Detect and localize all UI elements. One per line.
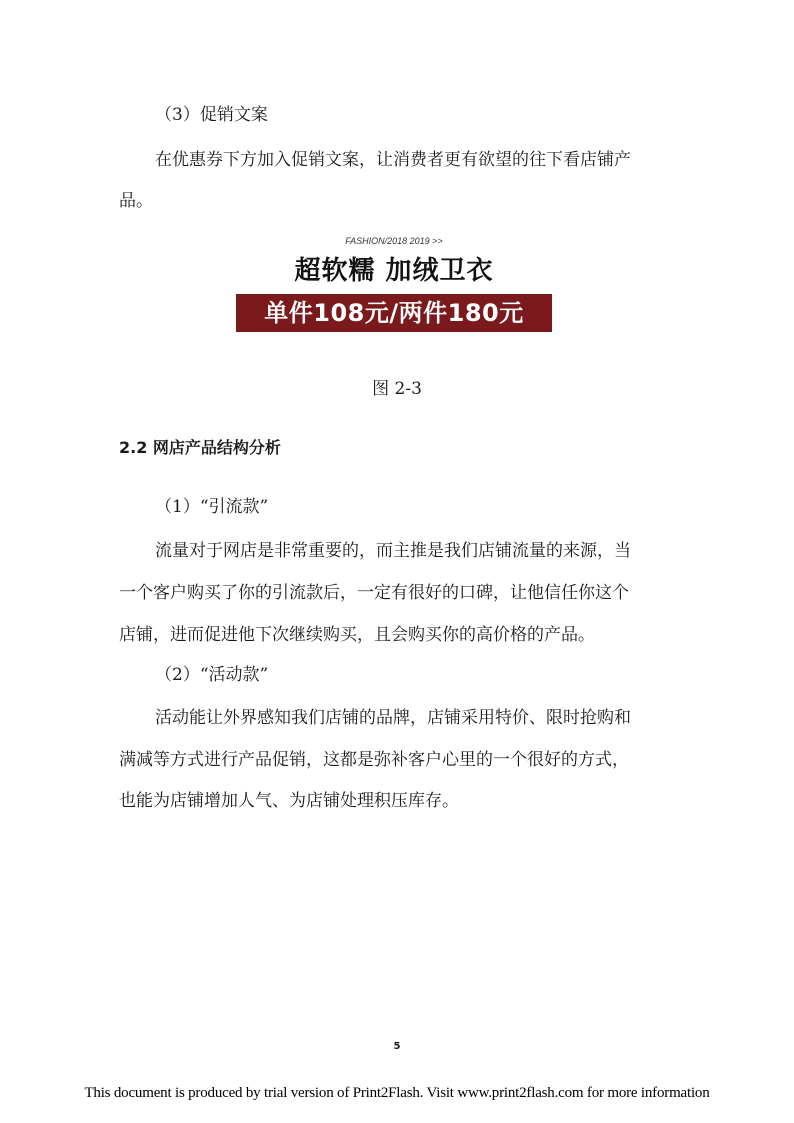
paragraph-line: 一个客户购买了你的引流款后，一定有很好的口碑，让他信任你这个 (119, 583, 629, 603)
paragraph-line: 流量对于网店是非常重要的，而主推是我们店铺流量的来源，当 (155, 541, 631, 561)
promo-banner-image (236, 234, 552, 334)
figure-caption: 图 2-3 (372, 379, 422, 399)
banner-title: 超软糯 加绒卫衣 (294, 256, 494, 286)
page-number: 5 (393, 1041, 401, 1052)
paragraph-line: 店铺，进而促进他下次继续购买，且会购买你的高价格的产品。 (119, 625, 595, 645)
paragraph-line: 活动能让外界感知我们店铺的品牌，店铺采用特价、限时抢购和 (155, 708, 631, 728)
subsection-heading-traffic-item: （1）“引流款” (155, 497, 269, 517)
subsection-heading-activity-item: （2）“活动款” (155, 665, 269, 685)
paragraph-line: 在优惠券下方加入促销文案，让消费者更有欲望的往下看店铺产 (155, 150, 631, 170)
banner-price-bar: 单件108元/两件180元 (236, 294, 552, 332)
banner-tagline: FASHION/2018 2019 >> (345, 236, 443, 246)
section-heading-promo-copy: （3）促销文案 (155, 105, 268, 125)
trial-watermark-footer: This document is produced by trial version of Print2Flash. Visit www.print2flash.com for more information (84, 1085, 710, 1101)
paragraph-line: 品。 (119, 191, 153, 211)
paragraph-line: 也能为店铺增加人气、为店铺处理积压库存。 (119, 791, 459, 811)
section-heading-structure-analysis: 2.2 网店产品结构分析 (119, 438, 281, 457)
paragraph-line: 满减等方式进行产品促销，这都是弥补客户心里的一个很好的方式， (119, 750, 629, 770)
